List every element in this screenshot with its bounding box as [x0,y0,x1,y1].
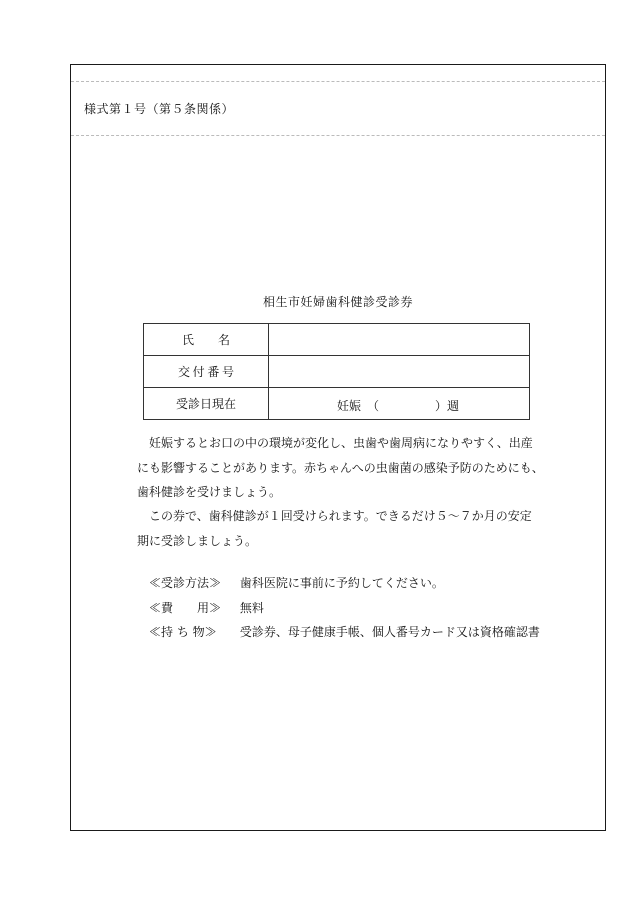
method-value: 歯科医院に事前に予約してください。 [239,576,444,590]
name-label: 氏 名 [181,333,230,347]
explanation-paragraph [137,431,607,505]
table-row-exam-date [144,388,530,420]
table-row-name [144,324,530,356]
document-title: 相生市妊婦歯科健診受診券 [262,295,413,309]
form-number: 様式第１号（第５条関係） [84,102,235,116]
info-list [149,571,540,645]
pregnancy-label: 妊娠 [337,399,362,413]
table-row-issue-number [144,356,530,388]
belongings-value: 受診券、母子健康手帳、個人番号カード又は資格確認書 [239,625,540,639]
list-item [149,596,540,621]
name-value-cell[interactable] [269,324,530,356]
para1-line1: 妊娠するとお口の中の環境が変化し、虫歯や歯周病になりやすく、出産 [149,436,533,450]
issue-number-value-cell[interactable] [269,356,530,388]
weeks-open-paren: （ [367,399,380,413]
issue-number-label: 交付番号 [178,365,234,379]
method-key: ≪受診方法≫ [149,576,222,590]
top-dashed-divider [71,81,605,82]
belongings-key: ≪持 ち 物≫ [149,625,217,639]
form-frame [70,64,606,831]
issue-number-label-cell [144,356,269,388]
exam-date-label-cell [144,388,269,420]
para1-line2: にも影響することがあります。赤ちゃんへの虫歯菌の感染予防のためにも、 [137,460,544,475]
weeks-close-paren: ）週 [435,399,460,413]
list-item [149,620,540,645]
para2-line1: この券で、歯科健診が１回受けられます。できるだけ５～７か月の安定 [149,509,532,523]
exam-date-label: 受診日現在 [175,397,236,411]
list-item [149,571,540,596]
recipient-info-table [143,323,530,420]
para1-line3: 歯科健診を受けましょう。 [137,485,282,499]
usage-paragraph [137,504,607,553]
name-label-cell [144,324,269,356]
fee-key: ≪費 用≫ [149,600,222,615]
header-dashed-divider [71,135,605,136]
fee-value: 無料 [239,600,264,615]
pregnancy-weeks-cell[interactable] [269,388,530,420]
para2-line2: 期に受診しましょう。 [137,533,258,548]
